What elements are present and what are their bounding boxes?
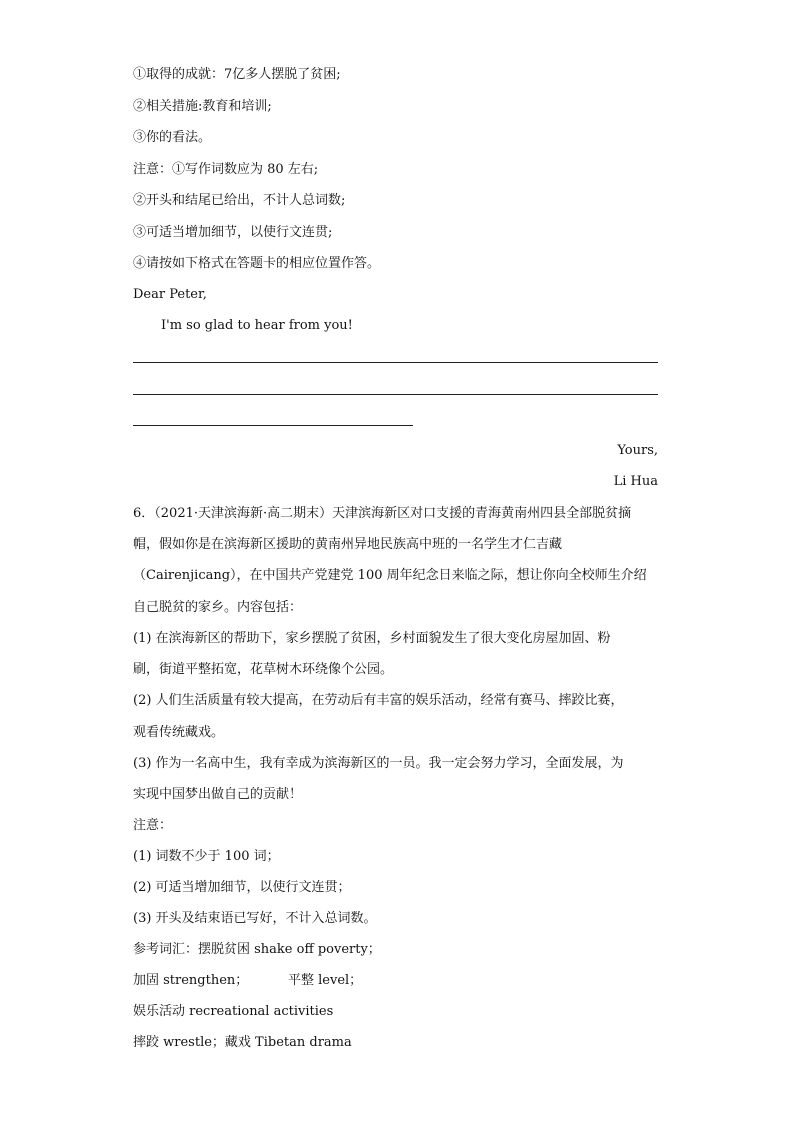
- letter-opening: I'm so glad to hear from you!: [161, 318, 353, 333]
- answer-line-2: [133, 394, 658, 395]
- answer-line-1: [133, 362, 658, 363]
- note-2: ②开头和结尾已给出，不计人总词数;: [133, 193, 346, 208]
- q6-vocab-line-2a: 加固 strengthen；: [133, 973, 249, 988]
- letter-salutation: Dear Peter,: [133, 287, 207, 302]
- answer-line-3: [133, 425, 413, 426]
- q6-content-line-1: (1) 在滨海新区的帮助下，家乡摆脱了贫困，乡村面貌发生了很大变化房屋加固、粉: [133, 631, 611, 646]
- q6-intro-line-1: 6．（2021·天津滨海新·高二期末）天津滨海新区对口支援的青海黄南州四县全部脱贫摘: [133, 506, 632, 521]
- q6-notes-title: 注意：: [133, 818, 173, 833]
- note-3: ③可适当增加细节，以使行文连贯;: [133, 225, 333, 240]
- point-1: ①取得的成就：7亿多人摆脱了贫困;: [133, 67, 341, 82]
- note-1: 注意：①写作词数应为 80 左右;: [133, 162, 319, 177]
- q6-intro-line-2: 帽，假如你是在滨海新区援助的黄南州异地民族高中班的一名学生才仁吉藏: [133, 537, 563, 552]
- q6-vocab-line-4: 摔跤 wrestle；藏戏 Tibetan drama: [133, 1035, 352, 1050]
- point-2: ②相关措施:教育和培训;: [133, 99, 272, 114]
- q6-intro-line-3: （Cairenjicang），在中国共产党建党 100 周年纪念日来临之际，想让你向全校师生介绍: [133, 568, 647, 583]
- q6-vocab-line-3: 娱乐活动 recreational activities: [133, 1004, 334, 1019]
- q6-intro-line-4: 自己脱贫的家乡。内容包括：: [133, 600, 303, 615]
- q6-content-line-3: (2) 人们生活质量有较大提高，在劳动后有丰富的娱乐活动，经常有赛马、摔跤比赛，: [133, 693, 624, 708]
- letter-closing: Yours,: [617, 443, 658, 458]
- q6-content-line-4: 观看传统藏戏。: [133, 725, 225, 740]
- q6-content-line-5: (3) 作为一名高中生，我有幸成为滨海新区的一员。我一定会努力学习，全面发展，为: [133, 756, 624, 771]
- q6-note-1: (1) 词数不少于 100 词；: [133, 849, 280, 864]
- point-3: ③你的看法。: [133, 130, 212, 145]
- q6-content-line-6: 实现中国梦出做自己的贡献！: [133, 787, 303, 802]
- q6-note-3: (3) 开头及结束语已写好，不计入总词数。: [133, 911, 377, 926]
- q6-vocab-line-2b: 平整 level；: [288, 973, 363, 988]
- q6-vocab-line-1: 参考词汇：摆脱贫困 shake off poverty；: [133, 942, 381, 957]
- note-4: ④请按如下格式在答题卡的相应位置作答。: [133, 256, 381, 271]
- letter-signature: Li Hua: [613, 474, 658, 489]
- q6-note-2: (2) 可适当增加细节，以使行文连贯；: [133, 880, 351, 895]
- q6-content-line-2: 刷，街道平整拓宽，花草树木环绕像个公园。: [133, 662, 394, 677]
